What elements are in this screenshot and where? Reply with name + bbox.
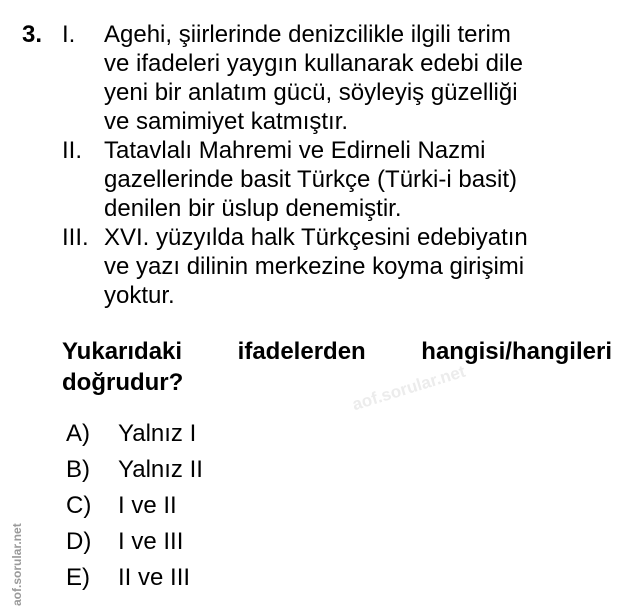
option-d[interactable] bbox=[66, 524, 203, 560]
statement-1 bbox=[62, 20, 602, 136]
statement-line: Agehi, şiirlerinde denizcilikle ilgili terim bbox=[104, 21, 511, 48]
statement-3 bbox=[62, 223, 602, 310]
statement-line: ve yazı dilinin merkezine koyma girişimi bbox=[104, 253, 525, 280]
option-text: I ve III bbox=[118, 528, 184, 555]
answer-options bbox=[66, 416, 203, 596]
prompt-line-2: doğrudur? bbox=[62, 369, 184, 396]
statement-text bbox=[104, 223, 602, 310]
option-c[interactable] bbox=[66, 488, 203, 524]
option-text: Yalnız I bbox=[118, 420, 197, 447]
statement-line: XVI. yüzyılda halk Türkçesini edebiyatın bbox=[104, 224, 528, 251]
option-text: Yalnız II bbox=[118, 456, 203, 483]
statement-line: Tatavlalı Mahremi ve Edirneli Nazmi bbox=[104, 137, 486, 164]
prompt-word: Yukarıdaki bbox=[62, 338, 183, 365]
watermark: aof.sorular.net bbox=[350, 361, 468, 415]
statement-text bbox=[104, 20, 602, 136]
statement-list bbox=[62, 20, 602, 310]
option-letter: A) bbox=[66, 420, 90, 447]
statement-numeral: II. bbox=[62, 137, 83, 164]
question-prompt bbox=[62, 336, 612, 398]
statement-line: ve samimiyet katmıştır. bbox=[104, 108, 349, 135]
prompt-line-1 bbox=[62, 336, 612, 367]
statement-line: ve ifadeleri yaygın kullanarak edebi dile bbox=[104, 50, 523, 77]
statement-line: denilen bir üslup denemiştir. bbox=[104, 195, 402, 222]
option-b[interactable] bbox=[66, 452, 203, 488]
statement-numeral: III. bbox=[62, 224, 89, 251]
prompt-word: ifadelerden bbox=[237, 338, 366, 365]
option-a[interactable] bbox=[66, 416, 203, 452]
question-number: 3. bbox=[22, 21, 43, 48]
side-watermark: aof.sorular.net bbox=[10, 523, 24, 606]
option-letter: C) bbox=[66, 492, 92, 519]
statement-line: yeni bir anlatım gücü, söyleyiş güzelliği bbox=[104, 79, 518, 106]
statement-line: gazellerinde basit Türkçe (Türki-i basit) bbox=[104, 166, 518, 193]
option-letter: D) bbox=[66, 528, 92, 555]
option-letter: E) bbox=[66, 564, 90, 591]
statement-text bbox=[104, 136, 602, 223]
statement-numeral: I. bbox=[62, 21, 76, 48]
statement-2 bbox=[62, 136, 602, 223]
option-letter: B) bbox=[66, 456, 90, 483]
option-text: I ve II bbox=[118, 492, 177, 519]
option-e[interactable] bbox=[66, 560, 203, 596]
prompt-word: hangisi/hangileri bbox=[421, 338, 612, 365]
option-text: II ve III bbox=[118, 564, 191, 591]
statement-line: yoktur. bbox=[104, 282, 175, 309]
